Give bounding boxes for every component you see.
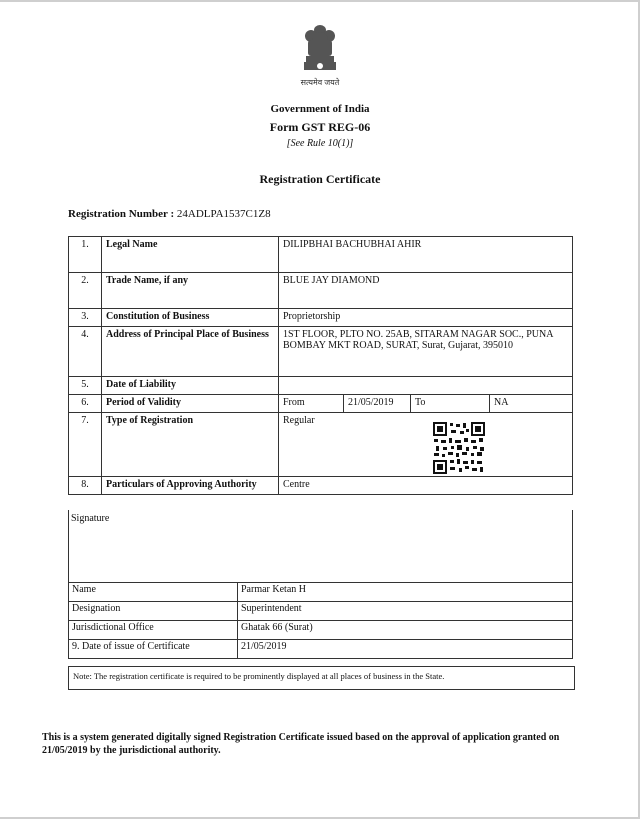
form-title: Form GST REG-06 — [269, 120, 371, 134]
validity-to-label: To — [411, 395, 490, 413]
table-row — [69, 640, 573, 659]
table-row — [69, 621, 573, 640]
footer-statement: This is a system generated digitally signed Registration Certificate issued based on the approval of application granted on 21/05/2019 by the jurisdictional authority. — [42, 732, 560, 756]
certificate-title: Registration Certificate — [259, 172, 381, 186]
row-number: 5. — [69, 377, 102, 395]
row-label: Date of Liability — [102, 377, 279, 395]
signature-box — [68, 510, 573, 583]
validity-from-label: From — [279, 395, 344, 413]
validity-to-value: NA — [490, 395, 573, 413]
registration-number-label: Registration Number : — [68, 208, 175, 220]
registration-number-line — [68, 208, 271, 220]
registration-type-cell — [279, 413, 573, 477]
row-number: 3. — [69, 309, 102, 327]
row-number: 7. — [69, 413, 102, 477]
row-number: 4. — [69, 327, 102, 377]
table-row — [69, 377, 573, 395]
row-label: Type of Registration — [102, 413, 279, 477]
authority-label: Name — [69, 583, 238, 602]
table-row — [69, 309, 573, 327]
table-row — [69, 413, 573, 477]
row-number: 2. — [69, 273, 102, 309]
signature-label: Signature — [71, 513, 110, 524]
government-title: Government of India — [270, 103, 370, 115]
row-label: Legal Name — [102, 237, 279, 273]
certificate-details-table — [68, 236, 573, 495]
approving-authority-value: Centre — [279, 477, 573, 495]
emblem-motto: सत्यमेव जयते — [300, 78, 340, 87]
validity-from-value: 21/05/2019 — [344, 395, 411, 413]
table-row — [69, 477, 573, 495]
display-note: Note: The registration certificate is required to be prominently displayed at all places of business in the State. — [68, 666, 575, 690]
table-row — [69, 583, 573, 602]
registration-number-value: 24ADLPA1537C1Z8 — [176, 208, 271, 220]
authority-label: Jurisdictional Office — [69, 621, 238, 640]
table-row — [69, 395, 573, 413]
table-row — [69, 237, 573, 273]
date-of-liability-value — [279, 377, 573, 395]
trade-name-value: BLUE JAY DIAMOND — [279, 273, 573, 309]
designation-value: Superintendent — [238, 602, 573, 621]
legal-name-value: DILIPBHAI BACHUBHAI AHIR — [279, 237, 573, 273]
constitution-value: Proprietorship — [279, 309, 573, 327]
rule-reference: [See Rule 10(1)] — [286, 138, 354, 149]
authority-label: Designation — [69, 602, 238, 621]
row-label: Period of Validity — [102, 395, 279, 413]
row-label: Address of Principal Place of Business — [102, 327, 279, 377]
row-label: Constitution of Business — [102, 309, 279, 327]
authority-table — [68, 582, 573, 659]
row-number: 6. — [69, 395, 102, 413]
address-value: 1ST FLOOR, PLTO NO. 25AB, SITARAM NAGAR SOC., PUNA BOMBAY MKT ROAD, SURAT, Surat, Gujarat, 395010 — [279, 327, 573, 377]
row-number: 1. — [69, 237, 102, 273]
row-label: Particulars of Approving Authority — [102, 477, 279, 495]
row-number: 8. — [69, 477, 102, 495]
table-row — [69, 273, 573, 309]
row-label: Trade Name, if any — [102, 273, 279, 309]
officer-name-value: Parmar Ketan H — [238, 583, 573, 602]
jurisdictional-office-value: Ghatak 66 (Surat) — [238, 621, 573, 640]
table-row — [69, 602, 573, 621]
issue-date-value: 21/05/2019 — [238, 640, 573, 659]
registration-type-value: Regular — [283, 415, 315, 426]
page-border-top — [0, 0, 640, 2]
table-row — [69, 327, 573, 377]
qr-code-icon — [433, 422, 485, 474]
authority-label: 9. Date of issue of Certificate — [69, 640, 238, 659]
